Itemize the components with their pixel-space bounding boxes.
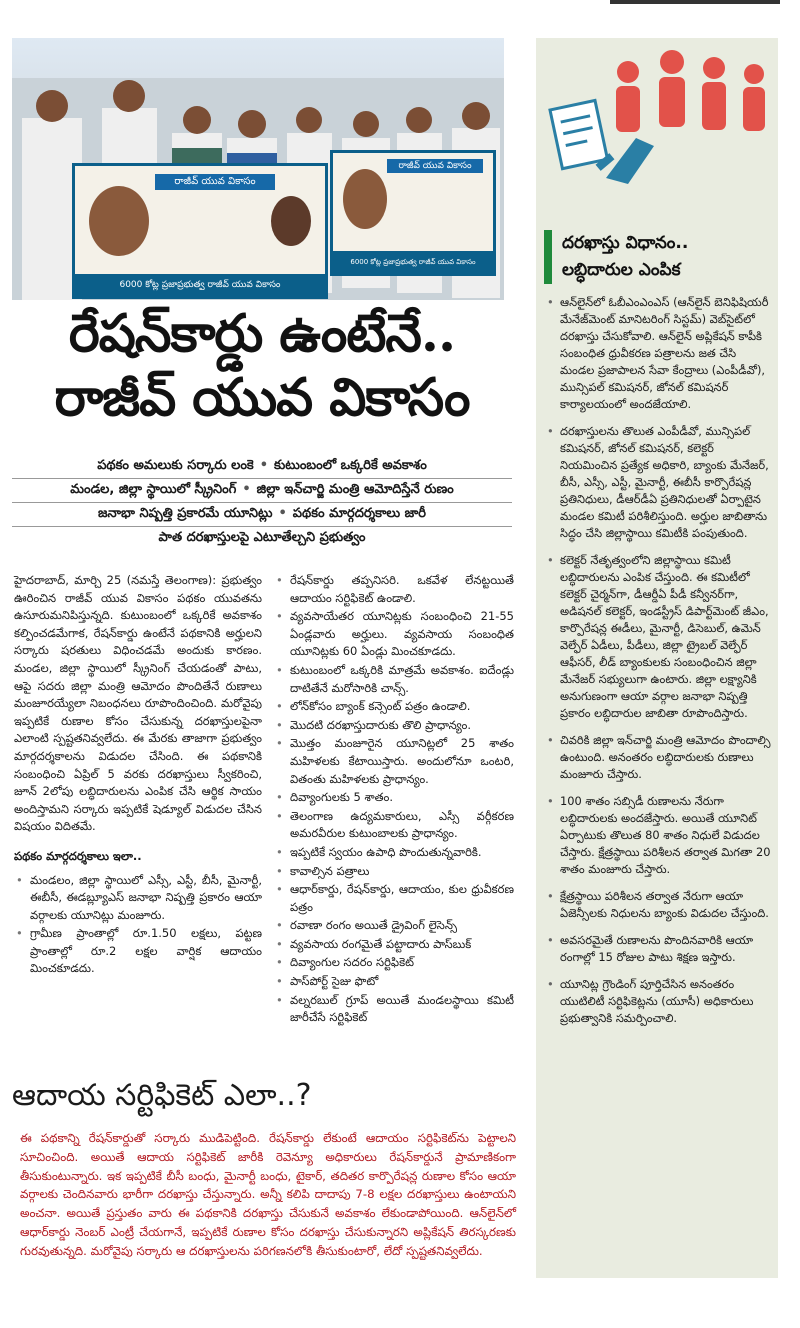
list-item: • దరఖాస్తులను తొలుత ఎంపీడీవో, మున్సిపల్ కమిషనర్, జోనల్ కమిషనర్, కలెక్టర్ నియమించిన ప్రత్యేక అధికారి, బ్యాంకు మేనేజర్, బీసీ, ఎస్సీ, ఎస్టీ, మైనార్టీ, ఈబీసీ కార్పొరేషన్ల ప్రతినిధులు, డీఆర్‌డీఏ ప్రతినిధులతో ఏర్పాటైన మండల కమిటీ పరిశీలిస్తుంది. అర్హుల జాబితాను సిద్ధం చేసి జిల్లాస్థాయి కమిటీకి పంపుతుంది. bbox=[544, 423, 772, 542]
list-item: • ఆధార్‌కార్డు, రేషన్‌కార్డు, ఆదాయం, కుల ధ్రువీకరణ పత్రం bbox=[274, 881, 514, 916]
list-item: • అవసరమైతే రుణాలను పొందినవారికి ఆయా రంగాల్లో 15 రోజుల పాటు శిక్షణ ఇస్తారు. bbox=[544, 932, 772, 966]
page-top-rule bbox=[0, 0, 800, 10]
applicants-illustration-icon bbox=[536, 38, 778, 188]
subhead-text: జిల్లా ఇన్‌చార్జి మంత్రి ఆమోదిస్తేనే రుణం bbox=[256, 482, 454, 497]
article-column-2 bbox=[274, 572, 514, 1028]
income-certificate-body bbox=[20, 1129, 516, 1261]
sidebar-box bbox=[536, 38, 778, 1278]
banner-left-bottom-text: 6000 కోట్ల ప్రజాప్రభుత్వ రాజీవ్ యువ వికాసం bbox=[119, 280, 281, 290]
subhead-text: పథకం మార్గదర్శకాలు జారీ bbox=[292, 506, 426, 521]
list-item: • కుటుంబంలో ఒక్కరికి మాత్రమే అవకాశం. ఐదేండ్లు దాటితేనే మరోసారికి చాన్స్. bbox=[274, 662, 514, 697]
subhead-row: మండల, జిల్లా స్థాయిలో స్క్రీనింగ్ • జిల్లా ఇన్‌చార్జి మంత్రి ఆమోదిస్తేనే రుణం bbox=[12, 479, 512, 503]
list-item: • మొత్తం మంజూరైన యూనిట్లలో 25 శాతం మహిళలకు కేటాయిస్తారు. అందులోనూ ఒంటరి, వితంతు మహిళలకు ప్రాధాన్యం. bbox=[274, 735, 514, 788]
list-item: • తెలంగాణ ఉద్యమకారులు, ఎస్సీ వర్గీకరణ అమరవీరుల కుటుంబాలకు ప్రాధాన్యం. bbox=[274, 808, 514, 843]
scheme-banner-left bbox=[72, 163, 328, 299]
list-item: • లోన్‌కోసం బ్యాంక్ కన్సెంట్ పత్రం ఉండాలి. bbox=[274, 698, 514, 716]
subhead-row bbox=[12, 527, 512, 550]
sidebar-title-line-1: దరఖాస్తు విధానం.. bbox=[562, 233, 689, 253]
list-item: • కావాల్సిన పత్రాలు bbox=[274, 863, 514, 881]
banner-right-title: రాజీవ్ యువ వికాసం bbox=[387, 159, 483, 173]
list-item: • మొదటి దరఖాస్తుదారుకు తొలి ప్రాధాన్యం. bbox=[274, 717, 514, 735]
article-intro: హైదరాబాద్, మార్చి 25 (నమస్తే తెలంగాణ): ప్రభుత్వం ఊరించిన రాజీవ్ యువ వికాసం పథకం యువతను ఉసూరుమనిపిస్తున్నది. కుటుంబంలో ఒక్కరికే అవకాశం కల్పించడమేగాక, రేషన్‌కార్డు ఉంటేనే పథకానికి అర్హులని సర్కారు షరతులు విధించడమే అందుకు కారణం. మండల, జిల్లా స్థాయిలో స్క్రీనింగ్ చేయడంతో పాటు, ఆపై సదరు జిల్లా మంత్రి ఆమోదం పొందితేనే రుణాలు మంజూరయ్యేలా నిబంధనలు రూపొందించింది. మరోవైపు ఇప్పటికే రుణాల కోసం చేసుకున్న దరఖాస్తులపైనా ఎలాంటి స్పష్టతనివ్వలేదు. ఈ మేరకు తాజాగా ప్రభుత్వం మార్గదర్శకాలను విడుదల చేసింది. ఈ పథకానికి సంబంధించి ఏప్రిల్ 5 వరకు దరఖాస్తులు స్వీకరించి, జూన్ 2లోపు లబ్ధిదారులను ఎంపిక చేసి ఆర్థిక సాయం అందిస్తామని సర్కారు ఇప్పటికే షెడ్యూల్ విడుదల చేసిన విషయం విదితమే. bbox=[14, 573, 262, 834]
list-item: • చివరికి జిల్లా ఇన్‌చార్జి మంత్రి ఆమోదం పొందాల్సి ఉంటుంది. అనంతరం లబ్ధిదారులకు రుణాలు మంజూరు చేస్తారు. bbox=[544, 732, 772, 783]
subhead-row: పథకం అమలుకు సర్కారు లంకె • కుటుంబంలో ఒక్కరికే అవకాశం bbox=[12, 455, 512, 479]
list-item: • ఆన్‌లైన్‌లో ఓబీఎంఎంఎస్ (ఆన్‌లైన్ బెనిఫిషియరీ మేనేజ్‌మెంట్ మానిటరింగ్ సిస్టమ్) వెబ్‌సైట్‌లో దరఖాస్తు చేసుకోవాలి. ఆన్‌లైన్ అప్లికేషన్ కాపీకి సంబంధిత ధ్రువీకరణ పత్రాలను జత చేసి మండల ప్రజాపాలన సేవా కేంద్రాలు (ఎంపీడీవో), మున్సిపల్ కమిషనర్, జోనల్ కమిషనర్ కార్యాలయంలో అందజేయాలి. bbox=[544, 294, 772, 413]
scheme-banner-right bbox=[330, 150, 496, 276]
subhead-text: జనాభా నిష్పత్తి ప్రకారమే యూనిట్లు bbox=[98, 506, 273, 521]
banner-right-portrait bbox=[343, 169, 387, 229]
list-item: • వల్నరబుల్ గ్రూప్ అయితే మండలస్థాయి కమిటీ జారీచేసే సర్టిఫికెట్ bbox=[274, 992, 514, 1027]
banner-right-bottom-text: 6000 కోట్ల ప్రజాప్రభుత్వ రాజీవ్ యువ వికాసం bbox=[350, 258, 476, 266]
list-item: • వ్యవసాయేతర యూనిట్లకు సంబంధించి 21-55 ఏండ్లవారు అర్హులు. వ్యవసాయ సంబంధిత యూనిట్లకు 60 ఏండ్లు మించకూడదు. bbox=[274, 608, 514, 661]
list-item: • దివ్యాంగులకు 5 శాతం. bbox=[274, 789, 514, 807]
list-item: • యూనిట్ల గ్రౌండింగ్ పూర్తిచేసిన అనంతరం యుటిలిటీ సర్టిఫికెట్లను (యూసీ) అధికారులు ప్రభుత్వానికి సమర్పించాలి. bbox=[544, 976, 772, 1027]
main-headline bbox=[12, 302, 512, 430]
list-item: • వ్యవసాయ రంగమైతే పట్టాదారు పాస్‌బుక్ bbox=[274, 936, 514, 954]
subhead-text: పాత దరఖాస్తులపై ఎటూతేల్చని ప్రభుత్వం bbox=[158, 530, 366, 545]
article-column-1 bbox=[14, 572, 262, 979]
sidebar-title-text bbox=[562, 230, 688, 284]
sidebar-title-line-2: లబ్ధిదారుల ఎంపిక bbox=[562, 260, 681, 280]
subhead-text: మండల, జిల్లా స్థాయిలో స్క్రీనింగ్ bbox=[70, 482, 237, 497]
list-item: • పాస్‌పోర్ట్ సైజు ఫొటో bbox=[274, 973, 514, 991]
income-certificate-text: ఈ పథకాన్ని రేషన్‌కార్డుతో సర్కారు ముడిపెట్టింది. రేషన్‌కార్డు లేకుంటే ఆదాయం సర్టిఫికెట్‌ను పెట్టాలని సూచించింది. అయితే ఆదాయ సర్టిఫికెట్ జారీకి రెవెన్యూ అధికారులు రేషన్‌కార్డునే ప్రామాణికంగా తీసుకుంటున్నారు. ఇక ఇప్పటికే బీసీ బంధు, మైనార్టీ బంధు, టైకార్, తదితర కార్పొరేషన్ల రుణాల కోసం ఆయా వర్గాలకు చెందినవారు భారీగా దరఖాస్తు చేస్తున్నారు. అన్నీ కలిపి దాదాపు 7-8 లక్షల దరఖాస్తులు ఉంటాయని అంచనా. అయితే ప్రస్తుతం వారు ఈ పథకానికి దరఖాస్తు చేసుకునే అవకాశం లేకుండాపోయింది. ఆన్‌లైన్‌లో ఆధార్‌కార్డు నెంబర్ ఎంట్రీ చేయగానే, ఇప్పటికే రుణాల కోసం దరఖాస్తు చేసుకున్నారని అప్లికేషన్ తిరస్కరణకు గురవుతున్నది. మరోవైపు సర్కారు ఆ దరఖాస్తులను పరిగణనలోకి తీసుకుంటారో, లేదో స్పష్టతనివ్వలేదు. bbox=[20, 1131, 516, 1258]
subhead-text: కుటుంబంలో ఒక్కరికే అవకాశం bbox=[274, 458, 427, 473]
banner-left-bottom-strip bbox=[75, 274, 325, 296]
subhead-row: జనాభా నిష్పత్తి ప్రకారమే యూనిట్లు • పథకం మార్గదర్శకాలు జారీ bbox=[12, 503, 512, 527]
banner-right-bottom-strip bbox=[333, 251, 493, 273]
guidelines-list-1 bbox=[14, 872, 262, 979]
banner-left-portrait-2 bbox=[271, 196, 311, 246]
list-item: • కలెక్టర్ నేతృత్వంలోని జిల్లాస్థాయి కమిటీ లబ్ధిదారులను ఎంపిక చేస్తుంది. ఈ కమిటీలో కలెక్టర్ చైర్మన్‌గా, డీఆర్డీఏ పీడీ కన్వీనర్‌గా, అడిషనల్ కలెక్టర్, ఇండస్ట్రీస్ డిపార్ట్‌మెంట్ జీఎం, కార్పొరేషన్ల ఈడీలు, మైనార్టీ, డిసెబుల్, ఉమెన్ వెల్ఫేర్ ఏడీలు, పీడీలు, జిల్లా ట్రైబల్ వెల్ఫేర్ ఆఫీసర్, లీడ్ బ్యాంకులకు సంబంధించిన జిల్లా మేనేజర్ సభ్యులుగా ఉంటారు. జిల్లా లక్ష్యానికి అనుగుణంగా ఆయా వర్గాల జనాభా నిష్పత్తి ప్రకారం లబ్ధిదారుల జాబితా రూపొందిస్తారు. bbox=[544, 552, 772, 722]
banner-left-portrait bbox=[89, 186, 149, 256]
income-certificate-heading: ఆదాయ సర్టిఫికెట్ ఎలా..? bbox=[12, 1078, 312, 1113]
headline-line-2: రాజీవ్ యువ వికాసం bbox=[54, 367, 470, 428]
news-photo bbox=[12, 38, 504, 300]
list-item: • మండలం, జిల్లా స్థాయిలో ఎస్సీ, ఎస్టీ, బీసీ, మైనార్టీ, ఈబీసీ, ఈడబ్ల్యూఎస్ జనాభా నిష్పత్తి ప్రకారం ఆయా వర్గాలకు యూనిట్లు మంజూరు. bbox=[14, 872, 262, 925]
guidelines-list-2 bbox=[274, 572, 514, 1027]
sidebar-list bbox=[544, 294, 772, 1037]
list-item: • ఇప్పటికే స్వయం ఉపాధి పొందుతున్నవారికి. bbox=[274, 844, 514, 862]
subheadlines bbox=[12, 455, 512, 550]
list-item: • రవాణా రంగం అయితే డ్రైవింగ్ లైసెన్స్ bbox=[274, 917, 514, 935]
headline-line-1: రేషన్‌కార్డు ఉంటేనే.. bbox=[68, 303, 456, 364]
list-item: • రేషన్‌కార్డు తప్పనిసరి. ఒకవేళ లేనట్టయితే ఆదాయం సర్టిఫికెట్ ఉండాలి. bbox=[274, 572, 514, 607]
guidelines-heading: పథకం మార్గదర్శకాలు ఇలా.. bbox=[14, 848, 142, 863]
list-item: • క్షేత్రస్థాయి పరిశీలన తర్వాత నేరుగా ఆయా ఏజెన్సీలకు నిధులను బ్యాంకు విడుదల చేస్తుంది. bbox=[544, 888, 772, 922]
list-item: • 100 శాతం సబ్సిడీ రుణాలను నేరుగా లబ్ధిదారులకు అందజేస్తారు. అయితే యూనిట్ ఏర్పాటుకు తొలుత 80 శాతం నిధులే విడుదల చేస్తారు. క్షేత్రస్థాయి పరిశీలన తర్వాత మిగతా 20 శాతం మంజూరు చేస్తారు. bbox=[544, 793, 772, 878]
sidebar-title-accent bbox=[544, 230, 552, 284]
list-item: • దివ్యాంగుల సదరం సర్టిఫికెట్ bbox=[274, 954, 514, 972]
sidebar-title bbox=[544, 230, 772, 284]
list-item: • గ్రామీణ ప్రాంతాల్లో రూ.1.50 లక్షలు, పట్టణ ప్రాంతాల్లో రూ.2 లక్షల వార్షిక ఆదాయం మించకూడదు. bbox=[14, 925, 262, 978]
banner-left-title: రాజీవ్ యువ వికాసం bbox=[155, 174, 275, 190]
subhead-text: పథకం అమలుకు సర్కారు లంకె bbox=[97, 458, 254, 473]
